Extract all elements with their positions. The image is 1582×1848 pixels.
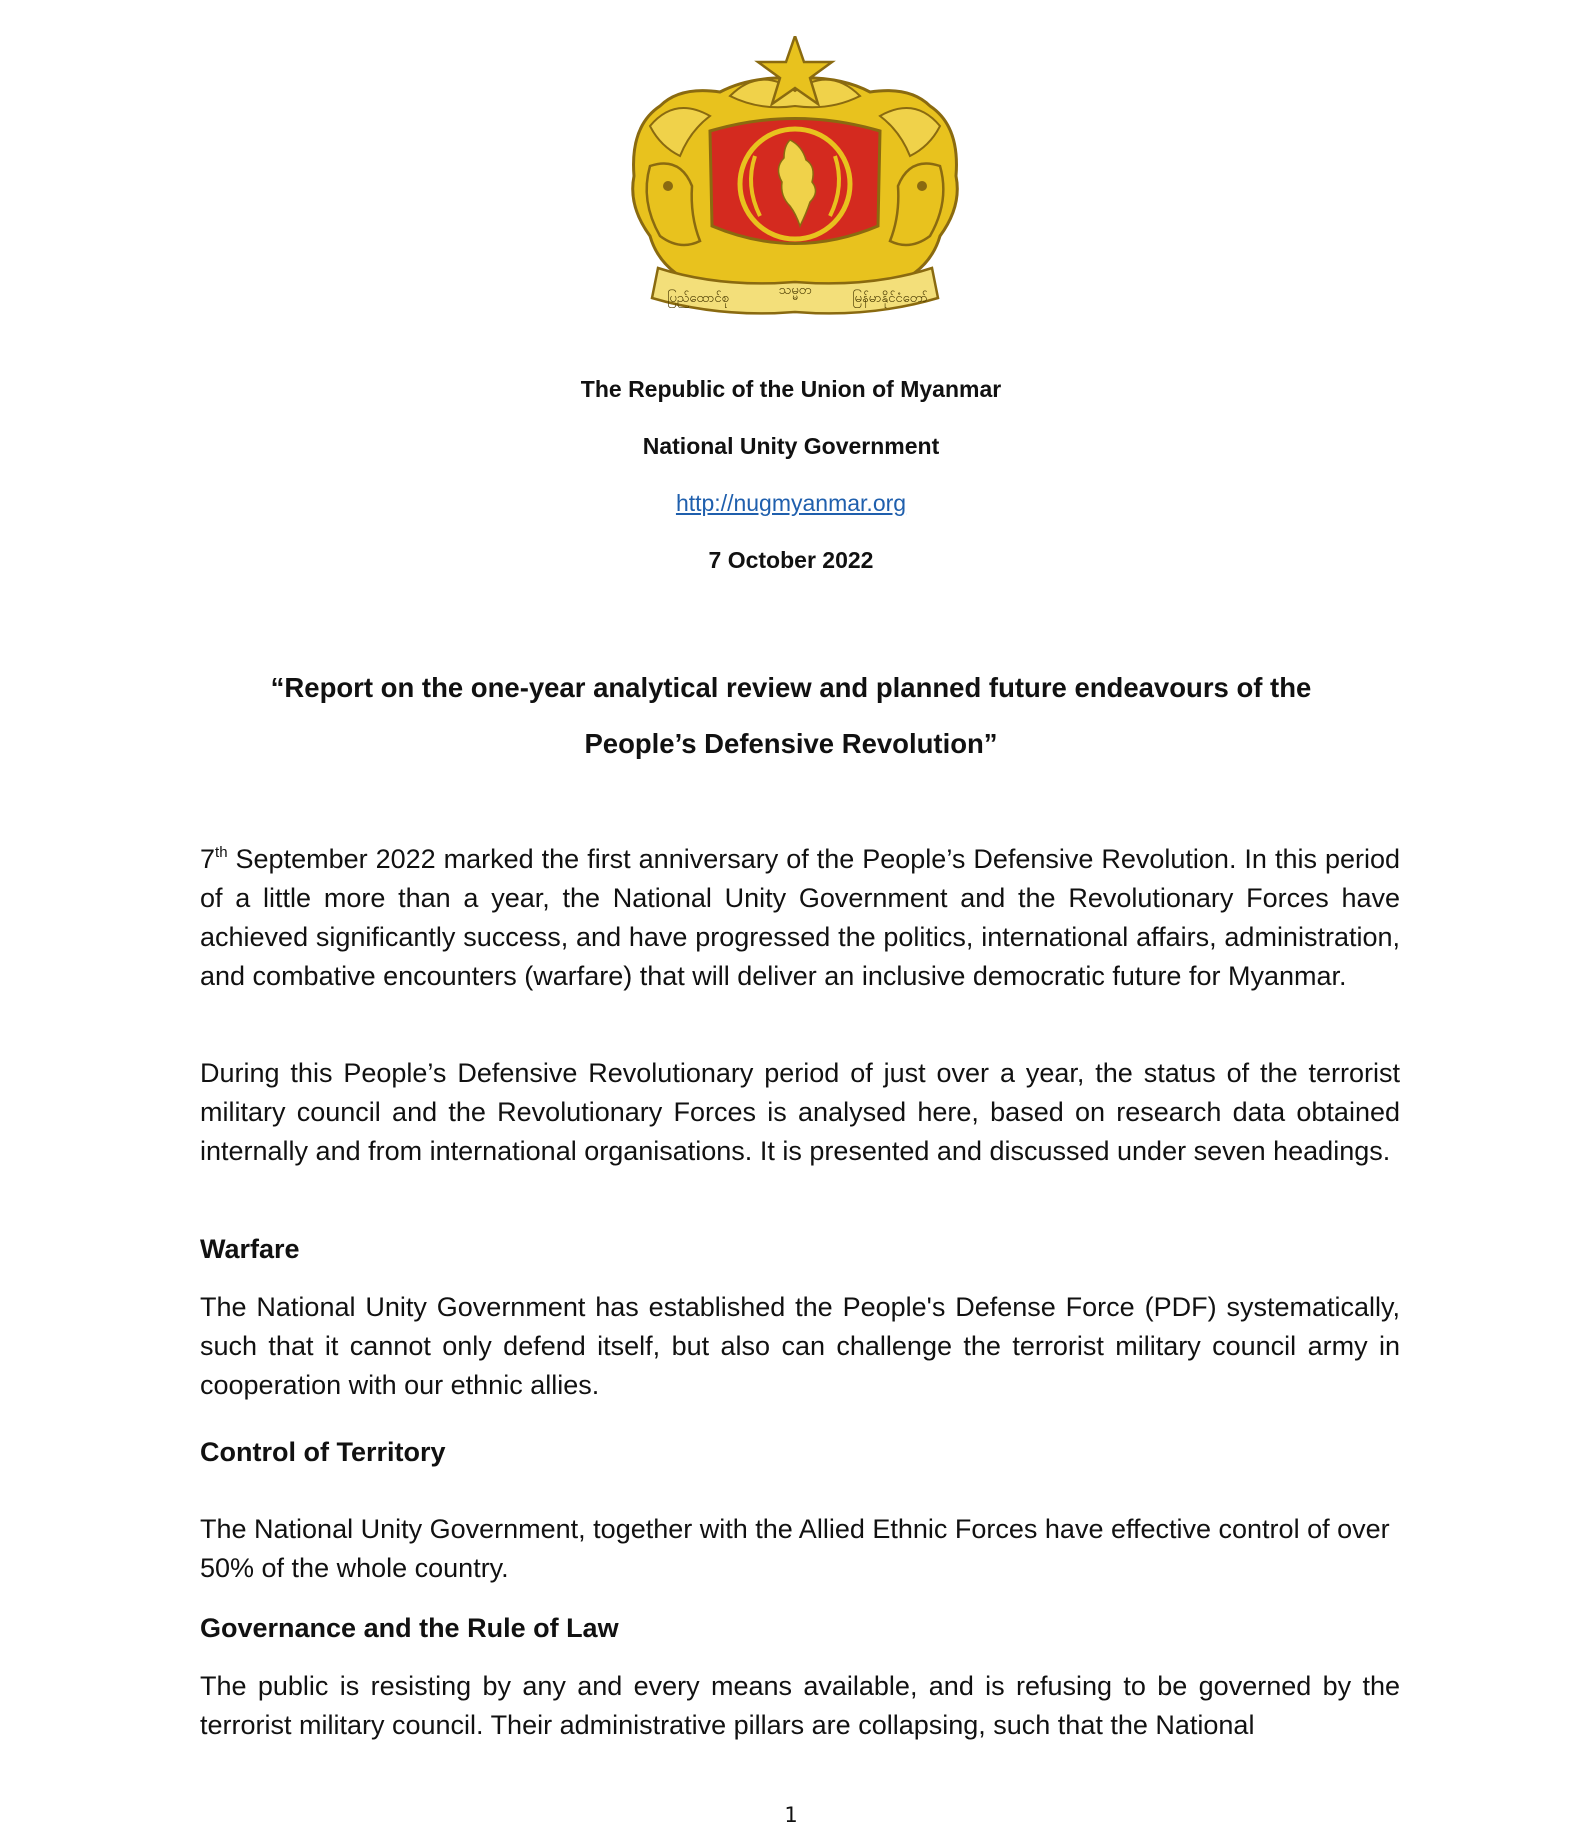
header-government: National Unity Government [642, 433, 940, 459]
emblem-scroll-center: သမ္မတ [778, 283, 812, 298]
ordinal-suffix: th [215, 844, 228, 861]
report-title-line-2: People’s Defensive Revolution” [584, 728, 998, 759]
paragraph-anniversary-day: 7 [200, 844, 216, 874]
heading-governance: Governance and the Rule of Law [200, 1613, 619, 1643]
paragraph-territory: The National Unity Government, together with the Allied Ethnic Forces have effective control of over 50% of the whole country. [200, 1514, 1390, 1583]
paragraph-governance: The public is resisting by any and every means available, and is refusing to be governed by the terrorist military council. Their administrative pillars are collapsing, such that the National [200, 1671, 1400, 1740]
heading-warfare: Warfare [200, 1234, 300, 1264]
state-emblem [620, 36, 970, 324]
report-title-line-1: “Report on the one-year analytical review and planned future endeavours of the [270, 672, 1312, 703]
report-title [160, 660, 1422, 772]
emblem-scroll-right: မြန်မာနိုင်ငံတော် [852, 291, 928, 306]
heading-control-of-territory: Control of Territory [200, 1437, 446, 1467]
page-number: 1 [784, 1803, 798, 1827]
emblem-scroll-left: ပြည်ထောင်စု [667, 291, 729, 306]
paragraph-anniversary-text: September 2022 marked the first anniversary of the People’s Defensive Revolution. In this period of a little more than a year, the National Unity Government and the Revolutionary Forces have achieved significantly success, and have progressed the politics, international affairs, administration, and combative encounters (warfare) that will deliver an inclusive democratic future for Myanmar. [200, 844, 1400, 991]
header-country: The Republic of the Union of Myanmar [580, 376, 1002, 402]
paragraph-anniversary [200, 840, 1400, 996]
header-date: 7 October 2022 [708, 547, 874, 573]
paragraph-warfare: The National Unity Government has established the People's Defense Force (PDF) systematically, such that it cannot only defend itself, but also can challenge the terrorist military council army in cooperation with our ethnic allies. [200, 1292, 1400, 1400]
paragraph-analysis: During this People’s Defensive Revolutionary period of just over a year, the status of the terrorist military council and the Revolutionary Forces is analysed here, based on research data obtained internally and from international organisations. It is presented and discussed under seven headings. [200, 1058, 1400, 1166]
website-link[interactable]: http://nugmyanmar.org [675, 490, 907, 516]
